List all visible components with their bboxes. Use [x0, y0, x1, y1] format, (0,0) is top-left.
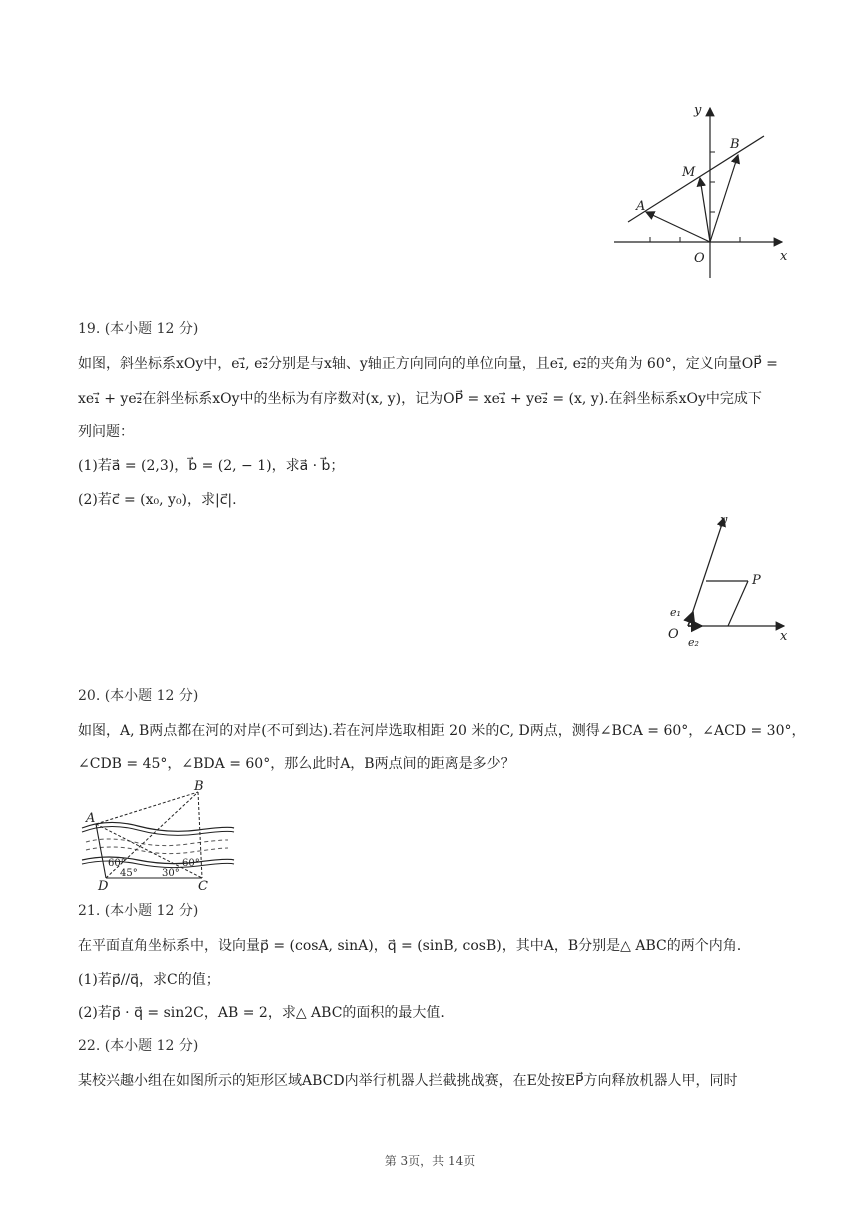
- q22-text-line1: 某校兴趣小组在如图所示的矩形区域ABCD内举行机器人拦截挑战赛，在E处按EP⃗方向释放机器人甲，同时: [78, 1073, 738, 1089]
- fig3-label-c: C: [198, 879, 208, 892]
- fig1-label-b: B: [730, 137, 740, 152]
- page-footer: 第 3页，共 14页: [384, 1154, 476, 1168]
- fig2-label-x: x: [780, 629, 788, 644]
- fig2-label-e2: e₂: [688, 636, 699, 648]
- fig1-label-m: M: [682, 165, 696, 180]
- q21-part1: (1)若p⃗//q⃗，求C的值；: [78, 972, 220, 988]
- q21-text-line1: 在平面直角坐标系中，设向量p⃗ = (cosA, sinA)，q⃗ = (sinB, cosB)，其中A，B分别是△ ABC的两个内角.: [78, 938, 742, 954]
- fig3-angle-60-right: 60°: [182, 858, 200, 869]
- fig3-angle-60-left: 60°: [108, 858, 126, 869]
- q20-text-line1: 如图，A, B两点都在河的对岸(不可到达).若在河岸选取相距 20 米的C, D两点，测得∠BCA = 60°，∠ACD = 30°，: [78, 723, 806, 739]
- q19-text-line3: 列问题：: [78, 424, 134, 440]
- figure-oblique-coords: [664, 508, 798, 648]
- q22-heading: 22. (本小题 12 分): [78, 1038, 199, 1054]
- q19-part1: (1)若a⃗ = (2,3)，b⃗ = (2, − 1)，求a⃗ · b⃗；: [78, 458, 345, 474]
- q19-part2: (2)若c⃗ = (x₀, y₀)，求|c⃗|.: [78, 492, 237, 508]
- q21-part2: (2)若p⃗ · q⃗ = sin2C，AB = 2，求△ ABC的面积的最大值.: [78, 1005, 445, 1021]
- fig1-label-a: A: [636, 199, 646, 214]
- fig3-label-d: D: [98, 879, 109, 892]
- fig2-label-p: P: [752, 573, 761, 588]
- fig1-label-x: x: [780, 249, 788, 264]
- fig2-label-e1: e₁: [670, 606, 681, 619]
- fig2-label-o: O: [668, 627, 679, 642]
- q19-heading: 19. (本小题 12 分): [78, 321, 199, 337]
- figure-river-abcd: [78, 776, 238, 892]
- q21-heading: 21. (本小题 12 分): [78, 903, 199, 919]
- q19-text-line2: xe₁⃗ + ye₂⃗在斜坐标系xOy中的坐标为有序数对(x, y)，记为OP⃗ = xe₁⃗ + ye₂⃗ = (x, y).在斜坐标系xOy中完成下: [78, 391, 762, 407]
- fig3-label-a: A: [86, 811, 96, 826]
- q20-heading: 20. (本小题 12 分): [78, 688, 199, 704]
- fig3-angle-45: 45°: [120, 868, 138, 879]
- fig2-label-y: y: [720, 513, 728, 528]
- q19-text-line1: 如图，斜坐标系xOy中，e₁⃗, e₂⃗分别是与x轴、y轴正方向同向的单位向量，且e₁⃗, e₂⃗的夹角为 60°，定义向量OP⃗ =: [78, 356, 778, 372]
- fig3-angle-30: 30°: [162, 868, 180, 879]
- fig1-label-o: O: [694, 251, 705, 266]
- fig1-label-y: y: [694, 103, 702, 118]
- figure-vectors-oab: [600, 96, 800, 286]
- fig3-label-b: B: [194, 779, 204, 794]
- q20-text-line2: ∠CDB = 45°，∠BDA = 60°，那么此时A，B两点间的距离是多少？: [78, 756, 515, 772]
